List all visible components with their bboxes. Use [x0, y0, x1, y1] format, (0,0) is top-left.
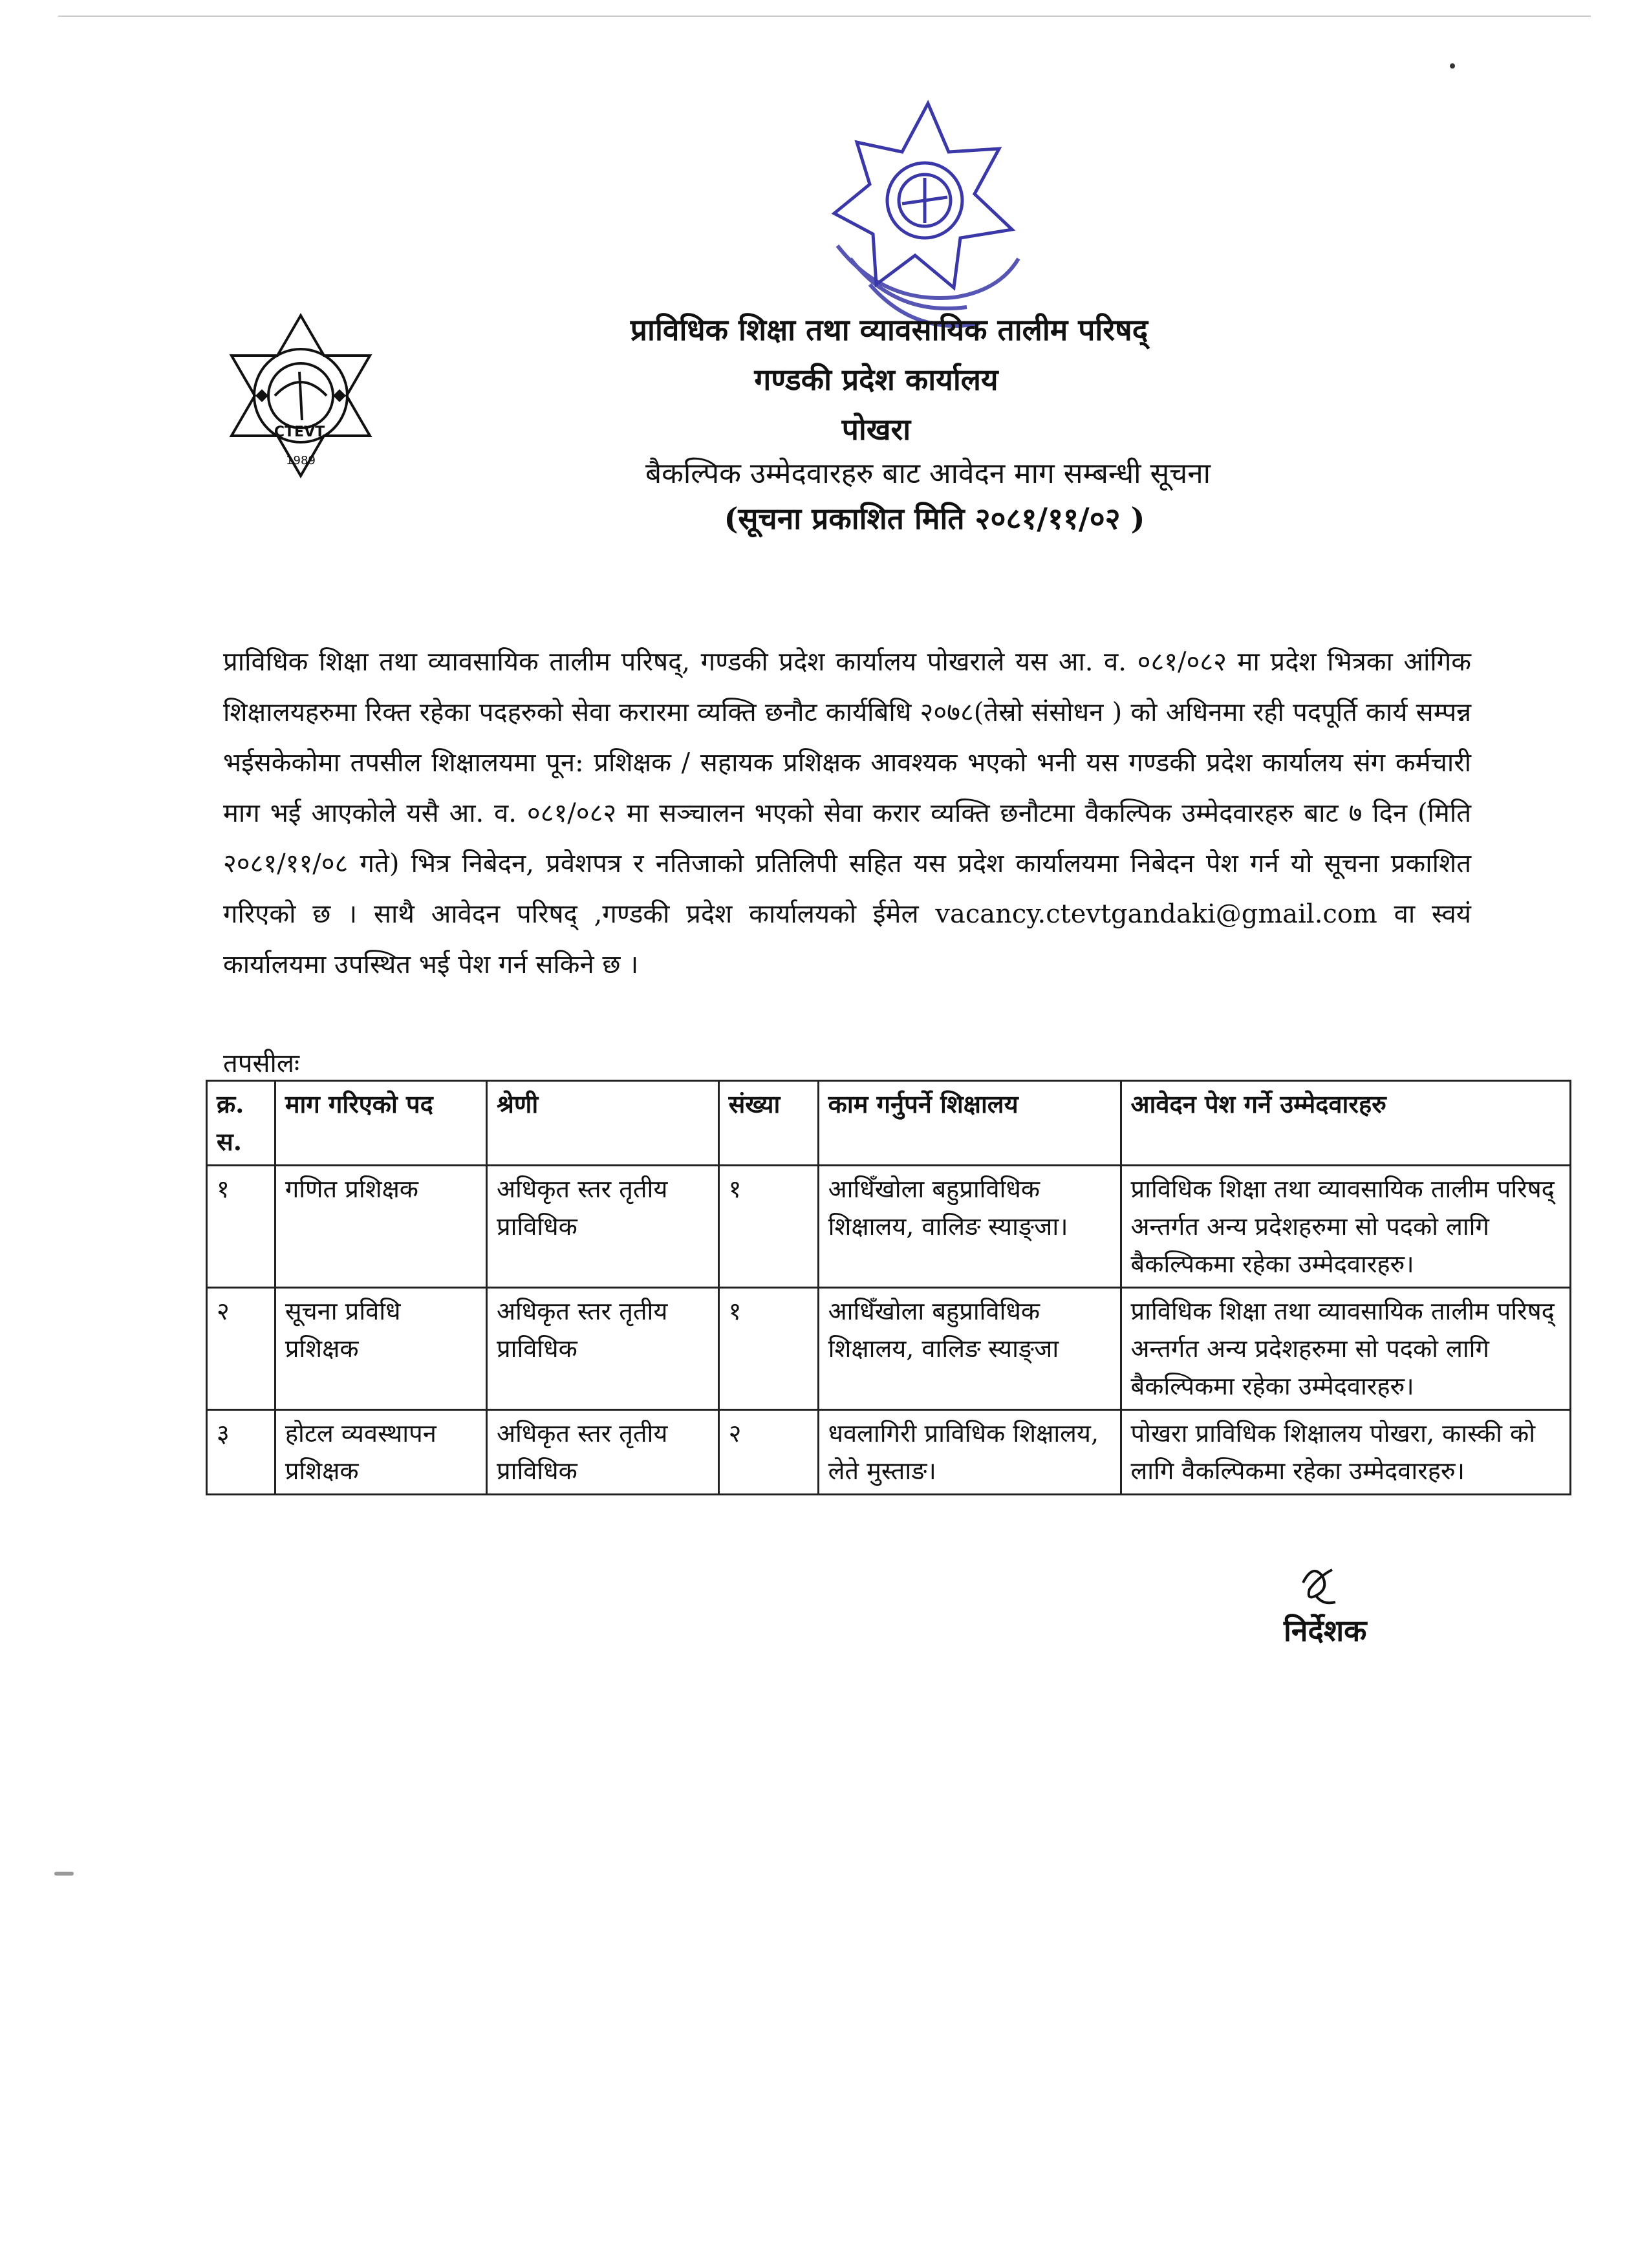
- scan-speck: [54, 1872, 74, 1876]
- cell-level: अधिकृत स्तर तृतीय प्राविधिक: [486, 1410, 718, 1495]
- table-row: [207, 1166, 1571, 1288]
- header-serial: क्र. स.: [207, 1081, 275, 1166]
- logo-badge-text: CTEVT: [274, 424, 325, 440]
- cell-post: सूचना प्रविधि प्रशिक्षक: [275, 1288, 486, 1410]
- cell-post: होटल व्यवस्थापन प्रशिक्षक: [275, 1410, 486, 1495]
- header-count: संख्या: [718, 1081, 818, 1166]
- scan-edge-line: [58, 16, 1591, 17]
- vacancy-table: [206, 1080, 1571, 1495]
- cell-count: २: [718, 1410, 818, 1495]
- cell-count: १: [718, 1288, 818, 1410]
- organization-name: प्राविधिक शिक्षा तथा व्यावसायिक तालीम परिषद्: [630, 312, 1148, 347]
- notice-subject: बैकल्पिक उम्मेदवारहरु बाट आवेदन माग सम्बन्धी सूचना: [645, 457, 1211, 490]
- handwritten-signature-icon: [1284, 1557, 1355, 1615]
- header-school: काम गर्नुपर्ने शिक्षालय: [818, 1081, 1121, 1166]
- office-city: पोखरा: [841, 412, 911, 447]
- cell-applicants: प्राविधिक शिक्षा तथा व्यावसायिक तालीम परिषद् अन्तर्गत अन्य प्रदेशहरुमा सो पदको लागि बैकल्पिकमा रहेका उम्मेदवारहरु।: [1121, 1166, 1570, 1288]
- cell-applicants: प्राविधिक शिक्षा तथा व्यावसायिक तालीम परिषद् अन्तर्गत अन्य प्रदेशहरुमा सो पदको लागि बैकल्पिकमा रहेका उम्मेदवारहरु।: [1121, 1288, 1570, 1410]
- cell-applicants: पोखरा प्राविधिक शिक्षालय पोखरा, कास्की को लागि वैकल्पिकमा रहेका उम्मेदवारहरु।: [1121, 1410, 1570, 1495]
- cell-school: आधिँखोला बहुप्राविधिक शिक्षालय, वालिङ स्याङ्जा: [818, 1288, 1121, 1410]
- cell-serial: २: [207, 1288, 275, 1410]
- cell-post: गणित प्रशिक्षक: [275, 1166, 486, 1288]
- cell-school: धवलागिरी प्राविधिक शिक्षालय, लेते मुस्ताङ।: [818, 1410, 1121, 1495]
- signatory-title: निर्देशक: [1284, 1613, 1367, 1648]
- header-level: श्रेणी: [486, 1081, 718, 1166]
- cell-school: आधिँखोला बहुप्राविधिक शिक्षालय, वालिङ स्याङ्जा।: [818, 1166, 1121, 1288]
- office-name: गण्डकी प्रदेश कार्यालय: [754, 362, 998, 397]
- cell-serial: ३: [207, 1410, 275, 1495]
- published-date: (सूचना प्रकाशित मिति २०८१/११/०२ ): [724, 501, 1145, 536]
- cell-level: अधिकृत स्तर तृतीय प्राविधिक: [486, 1288, 718, 1410]
- cell-level: अधिकृत स्तर तृतीय प्राविधिक: [486, 1166, 718, 1288]
- table-header-row: [207, 1081, 1571, 1166]
- cell-count: १: [718, 1166, 818, 1288]
- table-caption: तपसीलः: [223, 1049, 300, 1078]
- header-post: माग गरिएको पद: [275, 1081, 486, 1166]
- scan-speck: [1450, 63, 1455, 69]
- table-row: [207, 1410, 1571, 1495]
- table-row: [207, 1288, 1571, 1410]
- header-applicants: आवेदन पेश गर्ने उम्मेदवारहरु: [1121, 1081, 1570, 1166]
- cell-serial: १: [207, 1166, 275, 1288]
- notice-body: प्राविधिक शिक्षा तथा व्यावसायिक तालीम परिषद्, गण्डकी प्रदेश कार्यालय पोखराले यस आ. व. ०८१/०८२ मा प्रदेश भित्रका आंगिक शिक्षालयहरुमा रिक्त रहेका पदहरुको सेवा करारमा व्यक्ति छनौट कार्यबिधि २०७८(तेस्रो संसोधन ) को अधिनमा रही पदपूर्ति कार्य सम्पन्न भईसकेकोमा तपसील शिक्षालयमा पून: प्रशिक्षक / सहायक प्रशिक्षक आवश्यक भएको भनी यस गण्डकी प्रदेश कार्यालय संग कर्मचारी माग भई आएकोले यसै आ. व. ०८१/०८२ मा सञ्चालन भएको सेवा करार व्यक्ति छनौटमा वैकल्पिक उम्मेदवारहरु बाट ७ दिन (मिति २०८१/११/०८ गते) भित्र निबेदन, प्रवेशपत्र र नतिजाको प्रतिलिपी सहित यस प्रदेश कार्यालयमा निबेदन पेश गर्न यो सूचना प्रकाशित गरिएको छ । साथै आवेदन परिषद् ,गण्डकी प्रदेश कार्यालयको ईमेल vacancy.ctevtgandaki@gmail.com वा स्वयं कार्यालयमा उपस्थित भई पेश गर्न सकिने छ ।: [223, 647, 1471, 979]
- logo-year: 1989: [286, 454, 316, 467]
